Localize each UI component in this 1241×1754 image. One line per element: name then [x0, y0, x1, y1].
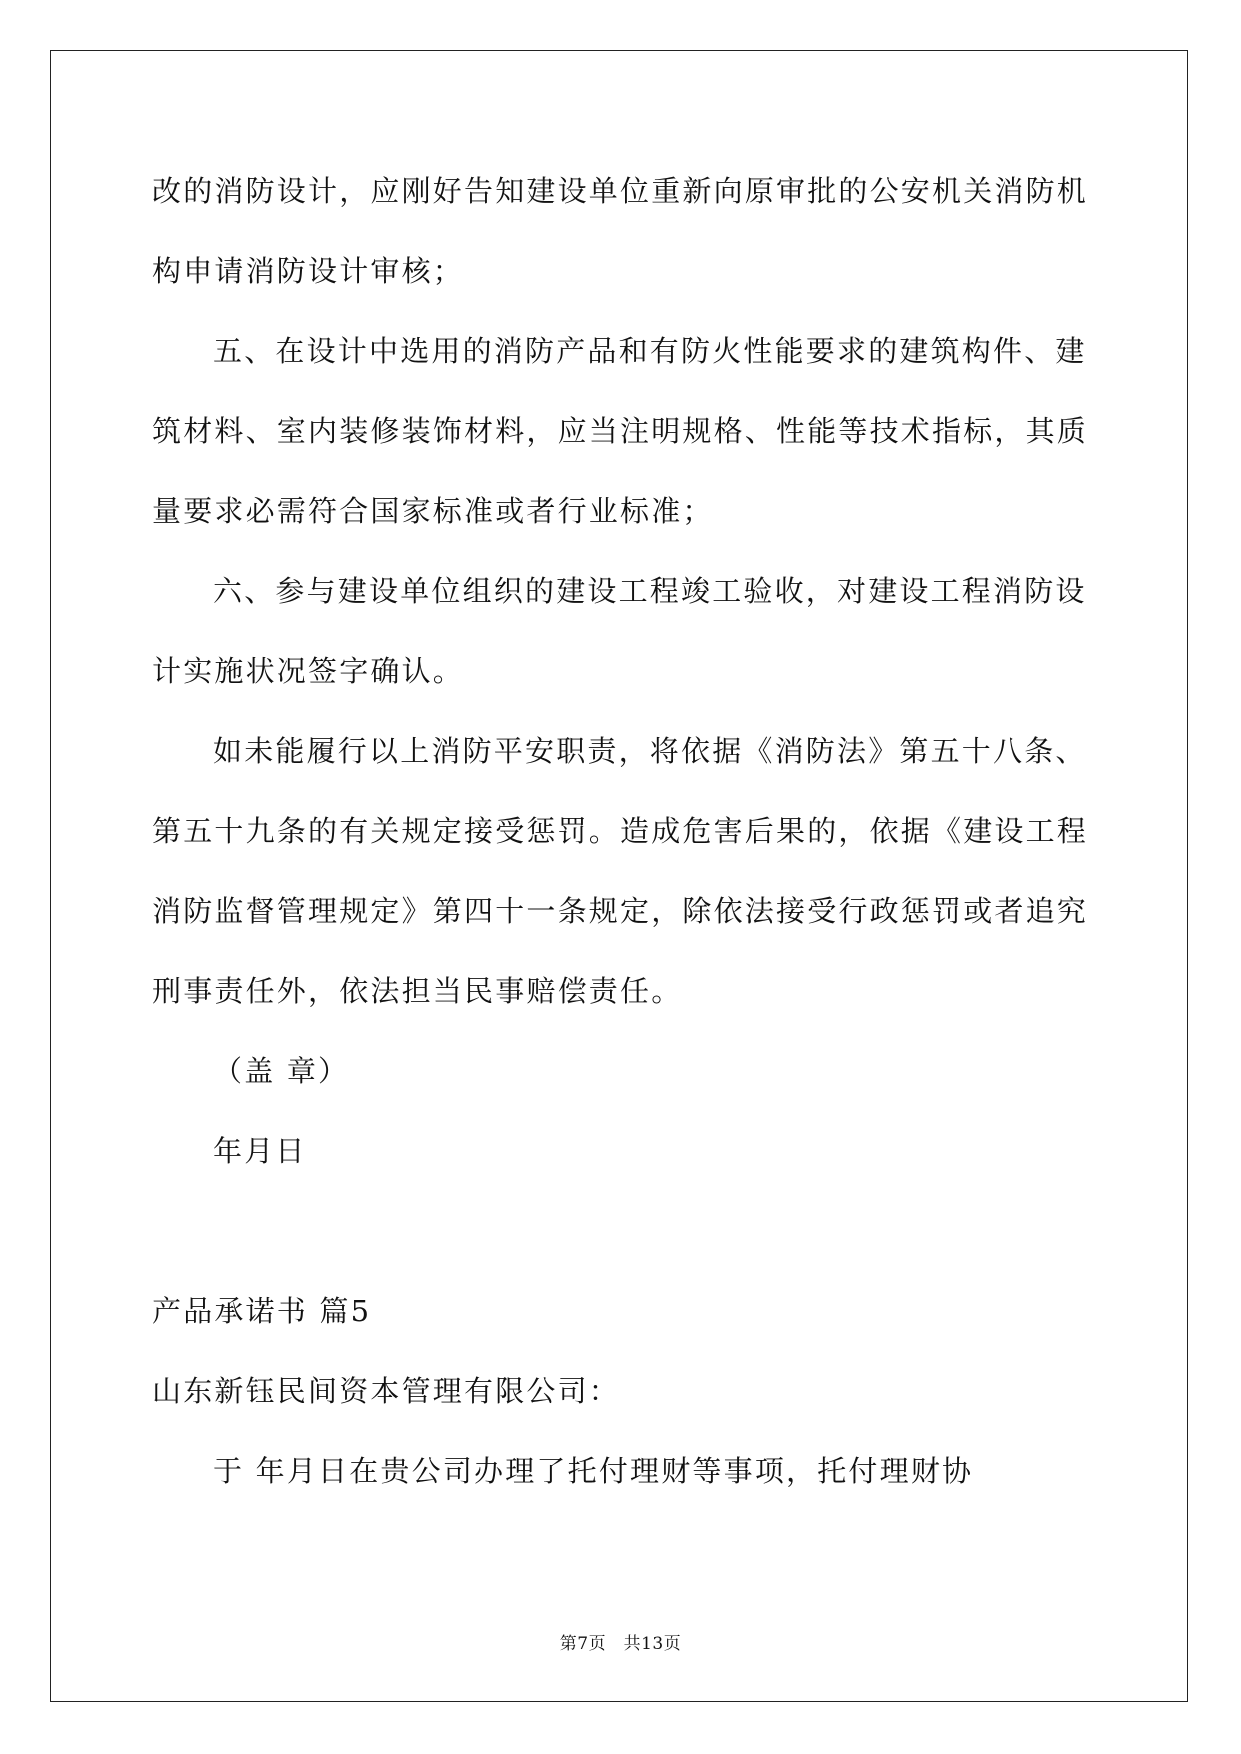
- paragraph-start-line: 六、参与建设单位组织的建设工程竣工验收，对建设工程消防设: [213, 574, 1087, 608]
- page-number-footer: 第7页 共13页: [559, 1634, 682, 1654]
- paragraph-start-line: 五、在设计中选用的消防产品和有防火性能要求的建筑构件、建: [213, 334, 1087, 368]
- text-line: 刑事责任外，依法担当民事赔偿责任。: [152, 974, 683, 1008]
- addressee-line: 山东新钰民间资本管理有限公司：: [152, 1374, 621, 1408]
- section-heading: 产品承诺书 篇5: [152, 1294, 372, 1328]
- paragraph-start-line: 于 年月日在贵公司办理了托付理财等事项，托付理财协: [213, 1454, 974, 1488]
- text-line: 计实施状况签字确认。: [152, 654, 465, 688]
- text-line: 改的消防设计，应刚好告知建设单位重新向原审批的公安机关消防机: [152, 174, 1089, 208]
- text-line: 构申请消防设计审核；: [152, 254, 465, 288]
- paragraph-start-line: 如未能履行以上消防平安职责，将依据《消防法》第五十八条、: [213, 734, 1087, 768]
- text-line: 筑材料、室内装修装饰材料，应当注明规格、性能等技术指标，其质: [152, 414, 1089, 448]
- date-line: 年月日: [213, 1134, 307, 1168]
- text-line: 量要求必需符合国家标准或者行业标准；: [152, 494, 714, 528]
- text-line: 第五十九条的有关规定接受惩罚。造成危害后果的，依据《建设工程: [152, 814, 1089, 848]
- text-line: 消防监督管理规定》第四十一条规定，除依法接受行政惩罚或者追究: [152, 894, 1089, 928]
- seal-line: （盖 章）: [213, 1054, 350, 1088]
